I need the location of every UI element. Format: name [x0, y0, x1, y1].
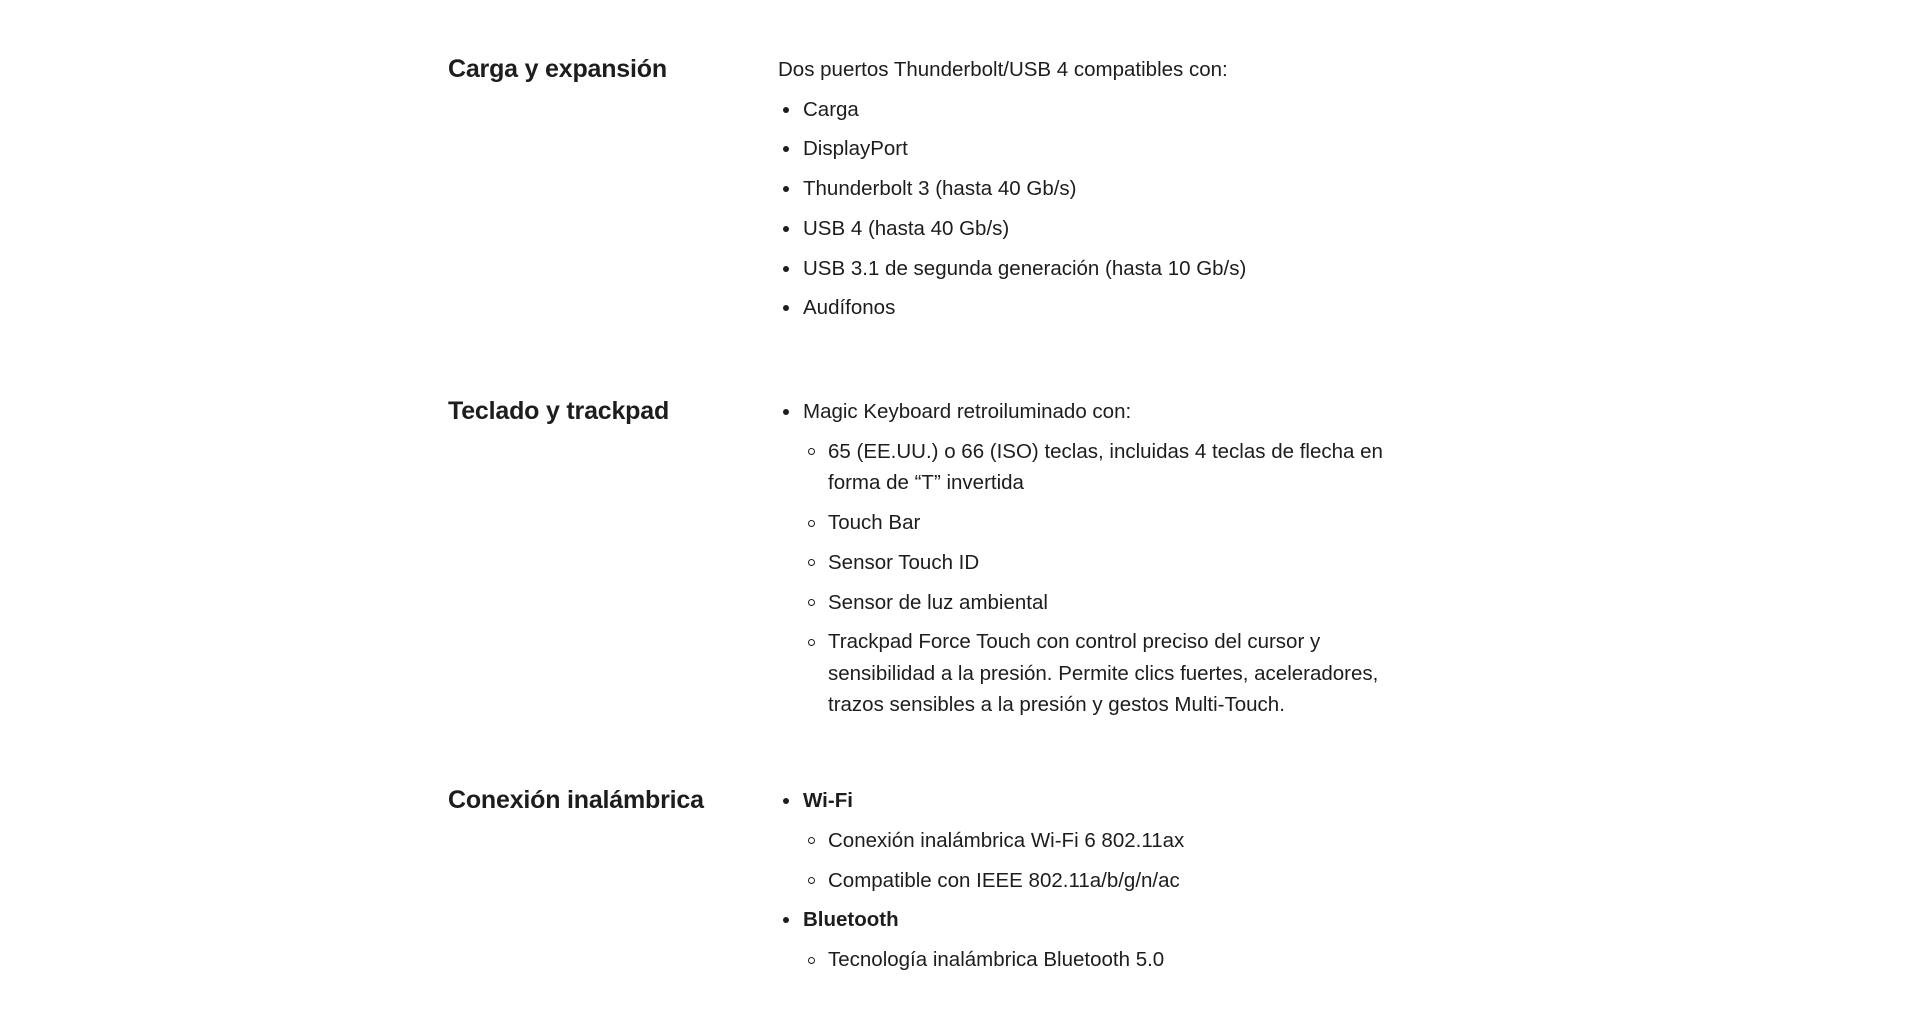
sub-list-item: Touch Bar [803, 507, 1410, 539]
section-title: Teclado y trackpad [448, 397, 670, 425]
keyboard-features-list [803, 436, 1410, 721]
sub-list-item: Compatible con IEEE 802.11a/b/g/n/ac [803, 865, 1410, 897]
list-item-bluetooth [778, 904, 1410, 975]
keyboard-list [778, 396, 1410, 721]
list-item: Audífonos [778, 292, 1410, 324]
wifi-features-list [803, 825, 1410, 896]
sub-list-item: 65 (EE.UU.) o 66 (ISO) teclas, incluidas 4 teclas de flecha en forma de “T” invertida [803, 436, 1410, 499]
list-item: USB 4 (hasta 40 Gb/s) [778, 213, 1410, 245]
sub-list-item: Sensor Touch ID [803, 547, 1410, 579]
section-body [778, 54, 1410, 332]
list-item: Thunderbolt 3 (hasta 40 Gb/s) [778, 173, 1410, 205]
sub-list-item: Conexión inalámbrica Wi-Fi 6 802.11ax [803, 825, 1410, 857]
list-item-label: Bluetooth [803, 908, 899, 932]
list-item: USB 3.1 de segunda generación (hasta 10 Gb/s) [778, 253, 1410, 285]
sub-list-item: Tecnología inalámbrica Bluetooth 5.0 [803, 944, 1410, 976]
list-item [778, 396, 1410, 721]
list-item-label: Wi-Fi [803, 789, 853, 812]
sub-list-item: Sensor de luz ambiental [803, 587, 1410, 619]
intro-text: Dos puertos Thunderbolt/USB 4 compatibles con: [778, 58, 1228, 81]
section-title: Carga y expansión [448, 55, 667, 83]
ports-list [778, 94, 1410, 324]
wireless-list [778, 785, 1410, 976]
list-item: Carga [778, 94, 1410, 126]
section-title: Conexión inalámbrica [448, 786, 704, 814]
bluetooth-features-list [803, 944, 1410, 976]
list-item: DisplayPort [778, 133, 1410, 165]
sub-list-item: Trackpad Force Touch con control preciso del cursor y sensibilidad a la presión. Permite clics fuertes, aceleradores, trazos sensibles a la presión y gestos Multi-Touch. [803, 626, 1410, 721]
list-item-wifi [778, 785, 1410, 896]
section-body [778, 785, 1410, 984]
section-body [778, 396, 1410, 729]
list-item-label: Magic Keyboard retroiluminado con: [803, 400, 1132, 423]
